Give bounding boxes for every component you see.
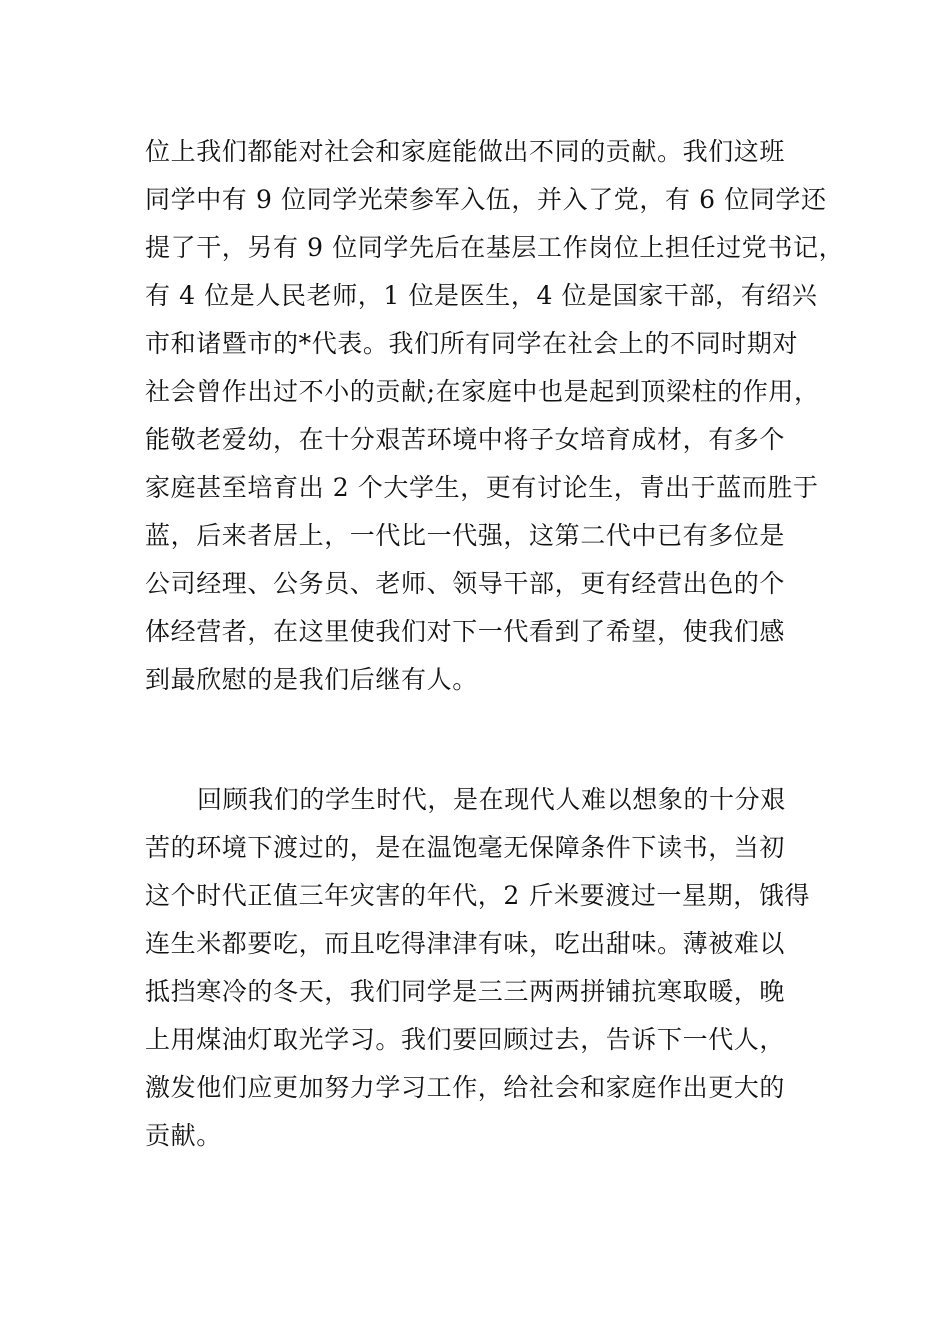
text-line: 能敬老爱幼，在十分艰苦环境中将子女培育成材，有多个	[145, 425, 786, 454]
text-line: 公司经理、公务员、老师、领导干部，更有经营出色的个	[145, 569, 786, 598]
text-line: 同学中有 9 位同学光荣参军入伍，并入了党，有 6 位同学还	[145, 185, 827, 214]
text-line: 市和诸暨市的*代表。我们所有同学在社会上的不同时期对	[145, 329, 799, 358]
text-line: 体经营者，在这里使我们对下一代看到了希望，使我们感	[145, 617, 786, 646]
text-line: 连生米都要吃，而且吃得津津有味，吃出甜味。薄被难以	[145, 929, 786, 958]
text-line: 到最欣慰的是我们后继有人。	[145, 665, 478, 694]
text-line: 回顾我们的学生时代，是在现代人难以想象的十分艰	[197, 785, 786, 814]
text-line: 上用煤油灯取光学习。我们要回顾过去，告诉下一代人，	[145, 1025, 786, 1054]
text-line: 抵挡寒冷的冬天，我们同学是三三两两拼铺抗寒取暖，晚	[145, 977, 786, 1006]
text-line: 激发他们应更加努力学习工作，给社会和家庭作出更大的	[145, 1073, 786, 1102]
text-line: 苦的环境下渡过的，是在温饱毫无保障条件下读书，当初	[145, 833, 786, 862]
text-line: 这个时代正值三年灾害的年代，2 斤米要渡过一星期，饿得	[145, 881, 811, 910]
text-line: 蓝，后来者居上，一代比一代强，这第二代中已有多位是	[145, 521, 786, 550]
text-line: 社会曾作出过不小的贡献;在家庭中也是起到顶梁柱的作用，	[145, 377, 820, 406]
text-line: 提了干，另有 9 位同学先后在基层工作岗位上担任过党书记，	[145, 233, 845, 262]
text-line: 贡献。	[145, 1121, 222, 1150]
text-line: 家庭甚至培育出 2 个大学生，更有讨论生，青出于蓝而胜于	[145, 473, 819, 502]
text-line: 有 4 位是人民老师，1 位是医生，4 位是国家干部，有绍兴	[145, 281, 818, 310]
text-line: 位上我们都能对社会和家庭能做出不同的贡献。我们这班	[145, 137, 786, 166]
